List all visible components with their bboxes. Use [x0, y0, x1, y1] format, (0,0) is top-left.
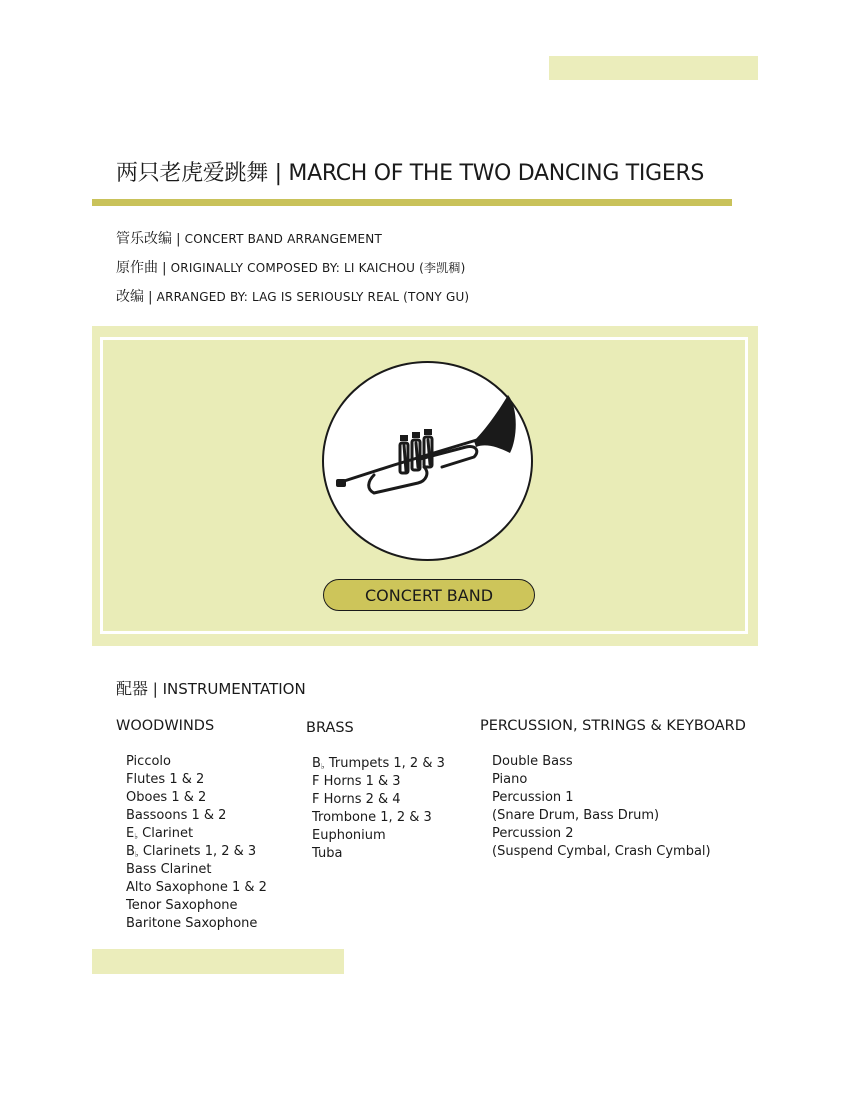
list-item: Alto Saxophone 1 & 2 — [126, 880, 267, 895]
title-chinese: 两只老虎爱跳舞 — [116, 161, 268, 186]
list-item: Euphonium — [312, 828, 386, 843]
page-title — [116, 156, 704, 187]
composer-line — [116, 257, 465, 277]
list-item-label: Clarinets 1, 2 & 3 — [142, 844, 257, 859]
key-prefix: B — [126, 844, 135, 859]
top-accent-band — [549, 56, 758, 80]
title-separator: | — [267, 161, 289, 186]
title-english: MARCH OF THE TWO DANCING TIGERS — [288, 161, 705, 186]
list-item: (Suspend Cymbal, Crash Cymbal) — [492, 844, 711, 859]
flat-sign: ♭ — [134, 832, 138, 841]
title-rule — [92, 199, 732, 206]
list-item: (Snare Drum, Bass Drum) — [492, 808, 660, 823]
list-item-label: Clarinet — [142, 826, 194, 841]
woodwinds-heading: WOODWINDS — [116, 718, 215, 734]
bottom-accent-band — [92, 949, 344, 974]
brass-heading: BRASS — [306, 720, 354, 736]
list-item: Flutes 1 & 2 — [126, 772, 205, 787]
list-item: Piano — [492, 772, 528, 787]
badge-label: CONCERT BAND — [364, 585, 494, 605]
arranger-line — [116, 286, 469, 306]
percussion-heading: PERCUSSION, STRINGS & KEYBOARD — [480, 718, 746, 734]
arranger-label-en: ARRANGED BY: LAG IS SERIOUSLY REAL (TONY GU) — [156, 290, 470, 304]
list-item: Oboes 1 & 2 — [126, 790, 207, 805]
list-item: Tenor Saxophone — [126, 898, 238, 913]
composer-separator: | — [158, 261, 171, 276]
flat-sign: ♭ — [320, 762, 325, 771]
list-item: F Horns 2 & 4 — [312, 792, 401, 807]
composer-label-en: ORIGINALLY COMPOSED BY: LI KAICHOU (李凯稠) — [170, 261, 466, 275]
arranger-separator: | — [144, 290, 157, 305]
instrumentation-title-en: INSTRUMENTATION — [162, 680, 306, 698]
concert-band-badge — [323, 579, 535, 611]
list-item: Bassoons 1 & 2 — [126, 808, 227, 823]
arrangement-label-en: CONCERT BAND ARRANGEMENT — [184, 232, 383, 246]
list-item: F Horns 1 & 3 — [312, 774, 401, 789]
brass-list — [312, 755, 445, 863]
list-item — [126, 825, 267, 843]
list-item — [126, 843, 267, 861]
list-item: Piccolo — [126, 754, 171, 769]
list-item: Double Bass — [492, 754, 573, 769]
flat-sign: ♭ — [134, 850, 139, 859]
list-item: Baritone Saxophone — [126, 916, 258, 931]
arrangement-separator: | — [172, 232, 185, 247]
composer-label-zh: 原作曲 — [116, 260, 158, 276]
key-prefix: E — [126, 826, 135, 841]
list-item: Percussion 1 — [492, 790, 574, 805]
instrumentation-title — [116, 676, 306, 699]
list-item: Trombone 1, 2 & 3 — [312, 810, 432, 825]
instrumentation-title-zh: 配器 — [116, 679, 149, 698]
list-item — [312, 755, 445, 773]
arranger-label-zh: 改编 — [116, 289, 144, 305]
woodwinds-list — [126, 753, 267, 933]
list-item-label: Trumpets 1, 2 & 3 — [328, 756, 445, 771]
key-prefix: B — [312, 756, 321, 771]
list-item: Bass Clarinet — [126, 862, 212, 877]
instrumentation-separator: | — [148, 680, 163, 698]
trumpet-icon — [334, 389, 518, 499]
list-item: Percussion 2 — [492, 826, 574, 841]
percussion-list — [492, 753, 711, 861]
list-item: Tuba — [312, 846, 343, 861]
arrangement-line — [116, 228, 382, 248]
arrangement-label-zh: 管乐改编 — [116, 231, 172, 247]
